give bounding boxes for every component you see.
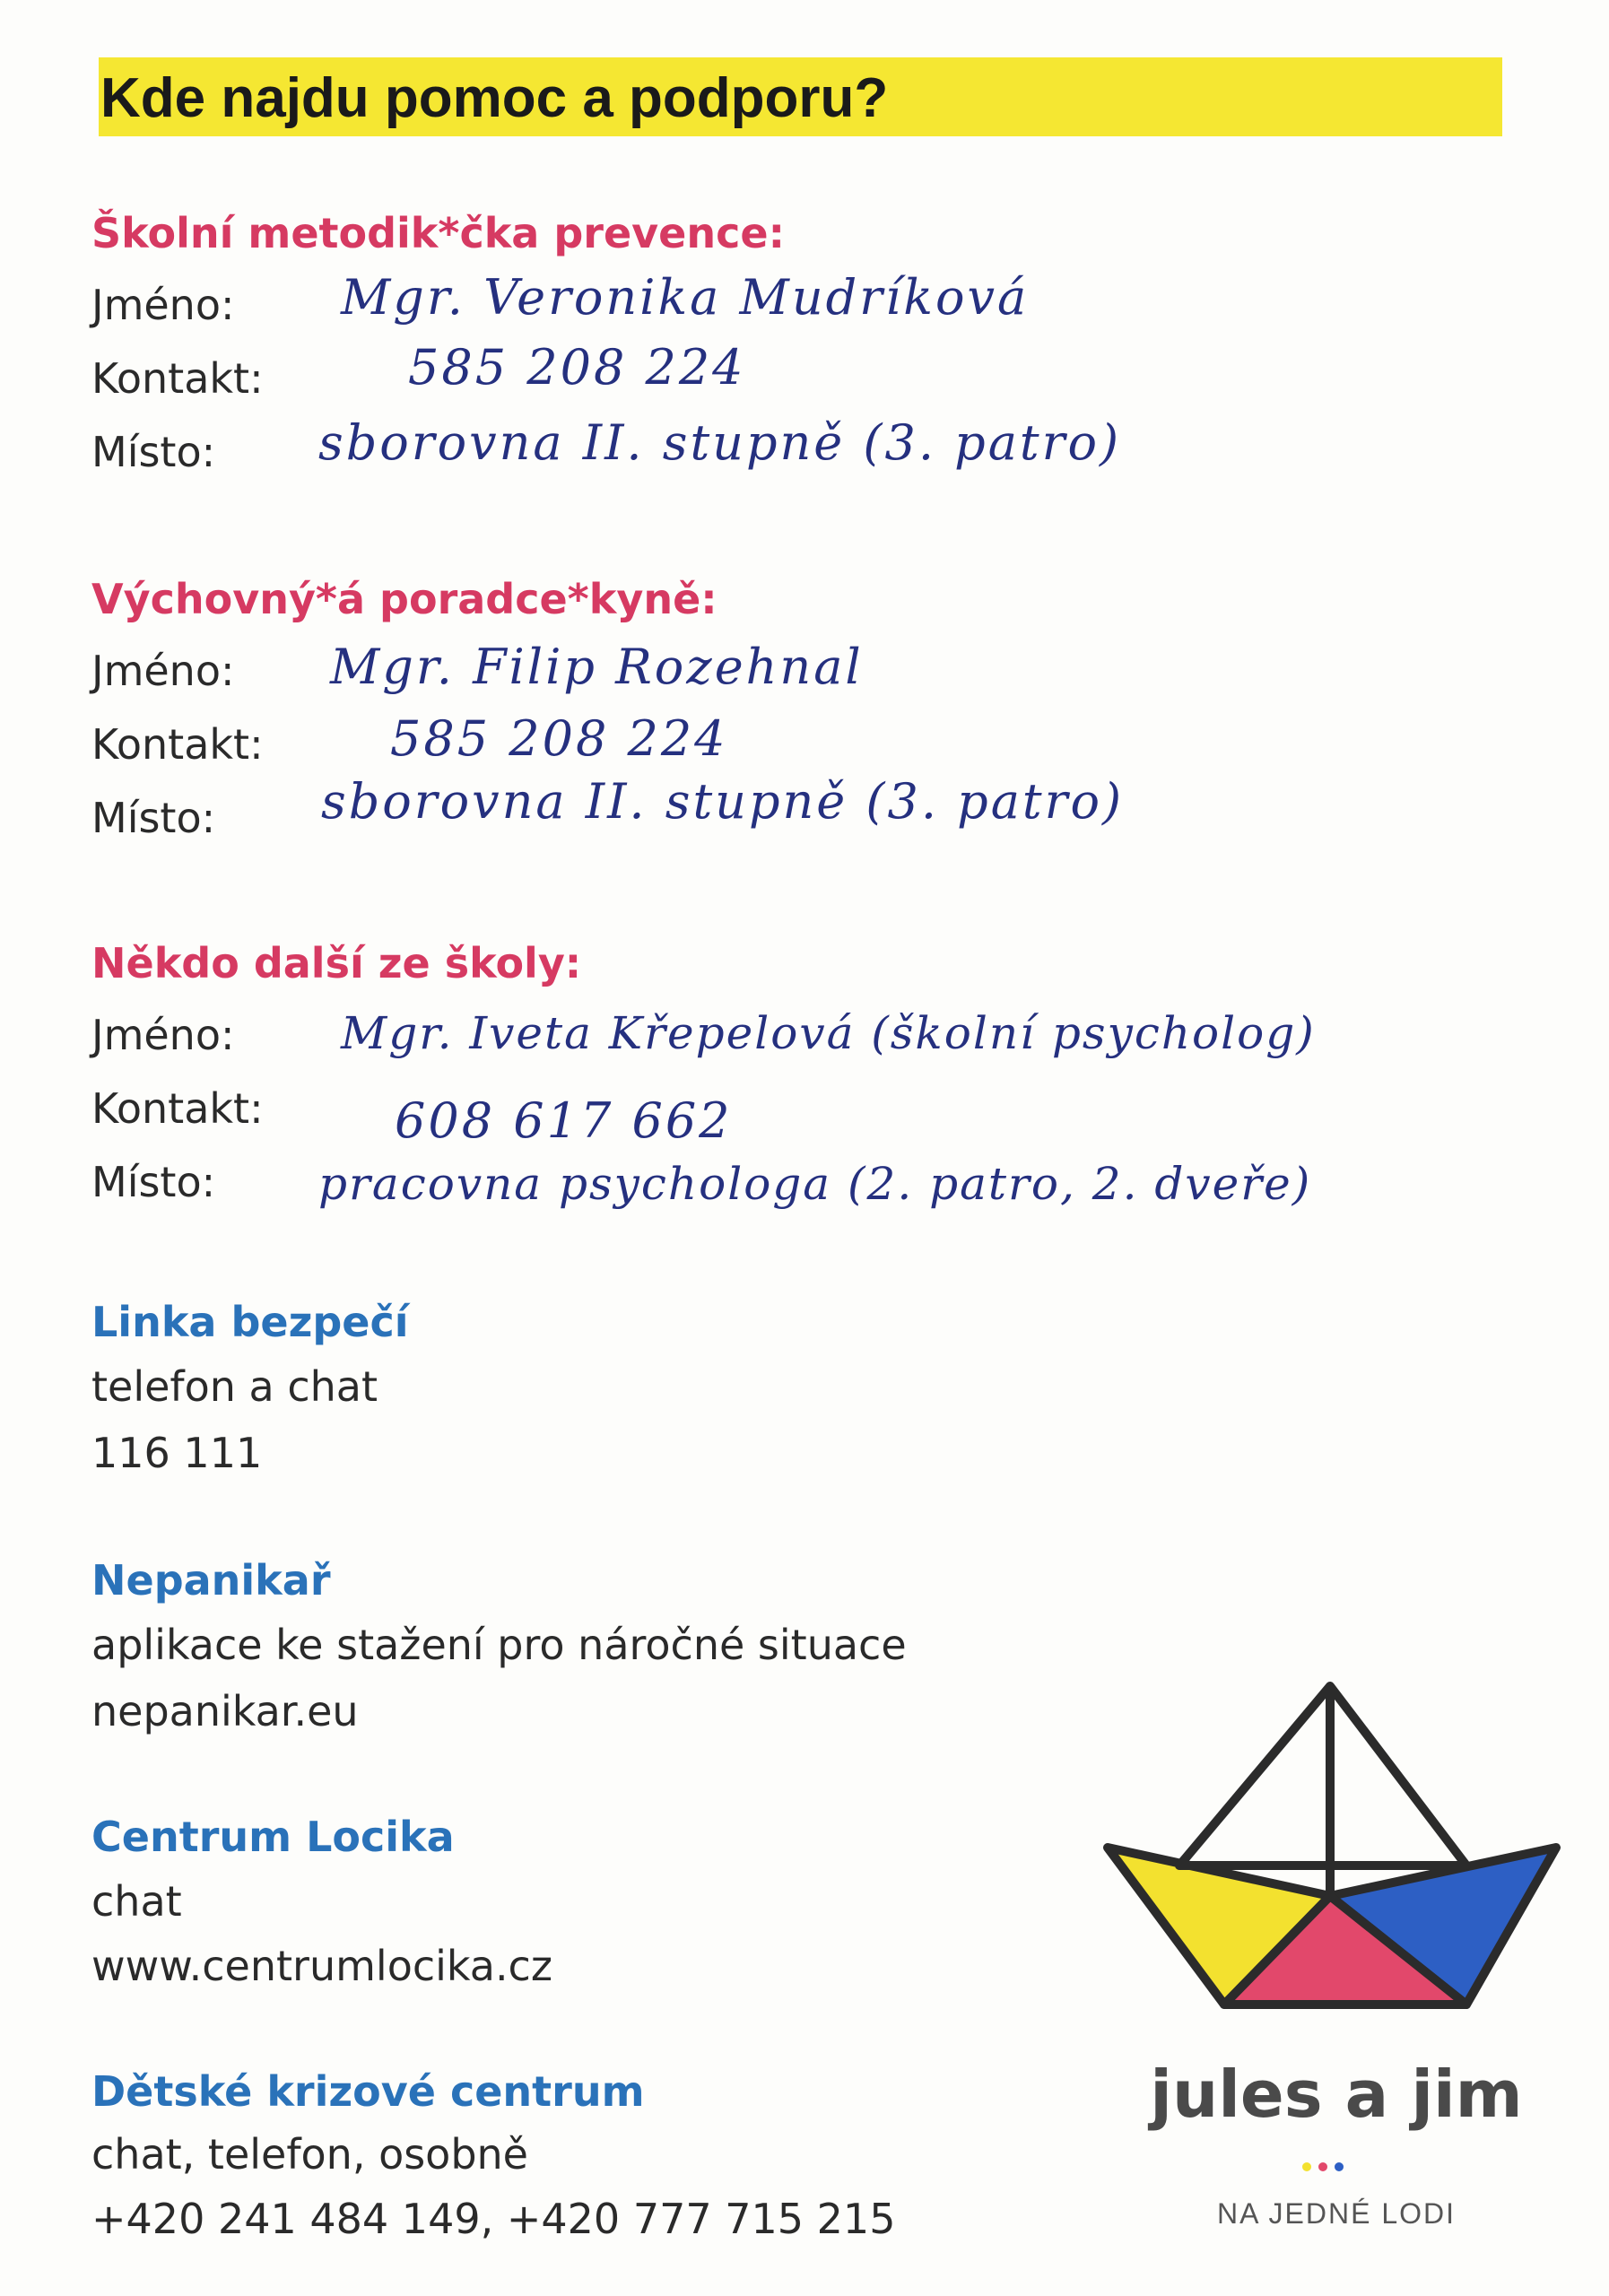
org-description: aplikace ke stažení pro náročné situace bbox=[91, 1621, 907, 1669]
phone-value: 608 617 662 bbox=[395, 1092, 733, 1149]
contact-label: Kontakt: bbox=[91, 720, 264, 769]
brand-dots bbox=[1299, 2158, 1347, 2175]
org-name: Linka bezpečí bbox=[91, 1298, 409, 1346]
org-contact: nepanikar.eu bbox=[91, 1687, 359, 1735]
section-heading-prevention: Školní metodik*čka prevence: bbox=[91, 209, 785, 257]
place-label: Místo: bbox=[91, 1158, 216, 1206]
name-value: Mgr. Veronika Mudríková bbox=[341, 269, 1030, 326]
contact-label: Kontakt: bbox=[91, 354, 264, 403]
dot-blue bbox=[1335, 2162, 1344, 2171]
place-value: pracovna psychologa (2. patro, 2. dveře) bbox=[318, 1158, 1312, 1210]
org-description: telefon a chat bbox=[91, 1362, 378, 1411]
org-contact: www.centrumlocika.cz bbox=[91, 1942, 552, 1990]
brand-name: jules a jim bbox=[1150, 2057, 1523, 2132]
place-value: sborovna II. stupně (3. patro) bbox=[318, 414, 1122, 471]
org-name: Nepanikař bbox=[91, 1556, 331, 1605]
page-title: Kde najdu pomoc a podporu? bbox=[100, 67, 889, 129]
place-label: Místo: bbox=[91, 794, 216, 842]
section-heading-counselor: Výchovný*á poradce*kyně: bbox=[91, 575, 718, 623]
brand-tagline: NA JEDNÉ LODI bbox=[1216, 2197, 1457, 2230]
org-contact: +420 241 484 149, +420 777 715 215 bbox=[91, 2195, 896, 2243]
name-value: Mgr. Filip Rozehnal bbox=[330, 639, 864, 695]
phone-value: 585 208 224 bbox=[408, 339, 746, 396]
dot-yellow bbox=[1302, 2162, 1311, 2171]
place-value: sborovna II. stupně (3. patro) bbox=[321, 773, 1125, 830]
contact-label: Kontakt: bbox=[91, 1084, 264, 1133]
place-label: Místo: bbox=[91, 428, 216, 476]
org-description: chat, telefon, osobně bbox=[91, 2130, 528, 2179]
paper-boat-logo-icon bbox=[1099, 1677, 1565, 2036]
org-name: Centrum Locika bbox=[91, 1813, 455, 1861]
dot-red bbox=[1318, 2162, 1327, 2171]
name-label: Jméno: bbox=[91, 647, 235, 695]
name-label: Jméno: bbox=[91, 1011, 235, 1059]
section-heading-other: Někdo další ze školy: bbox=[91, 939, 582, 987]
org-contact: 116 111 bbox=[91, 1429, 263, 1477]
name-label: Jméno: bbox=[91, 281, 235, 329]
org-name: Dětské krizové centrum bbox=[91, 2067, 645, 2116]
phone-value: 585 208 224 bbox=[390, 710, 728, 767]
org-description: chat bbox=[91, 1877, 182, 1926]
name-value: Mgr. Iveta Křepelová (školní psycholog) bbox=[341, 1007, 1316, 1059]
boat-sail bbox=[1179, 1686, 1466, 1866]
